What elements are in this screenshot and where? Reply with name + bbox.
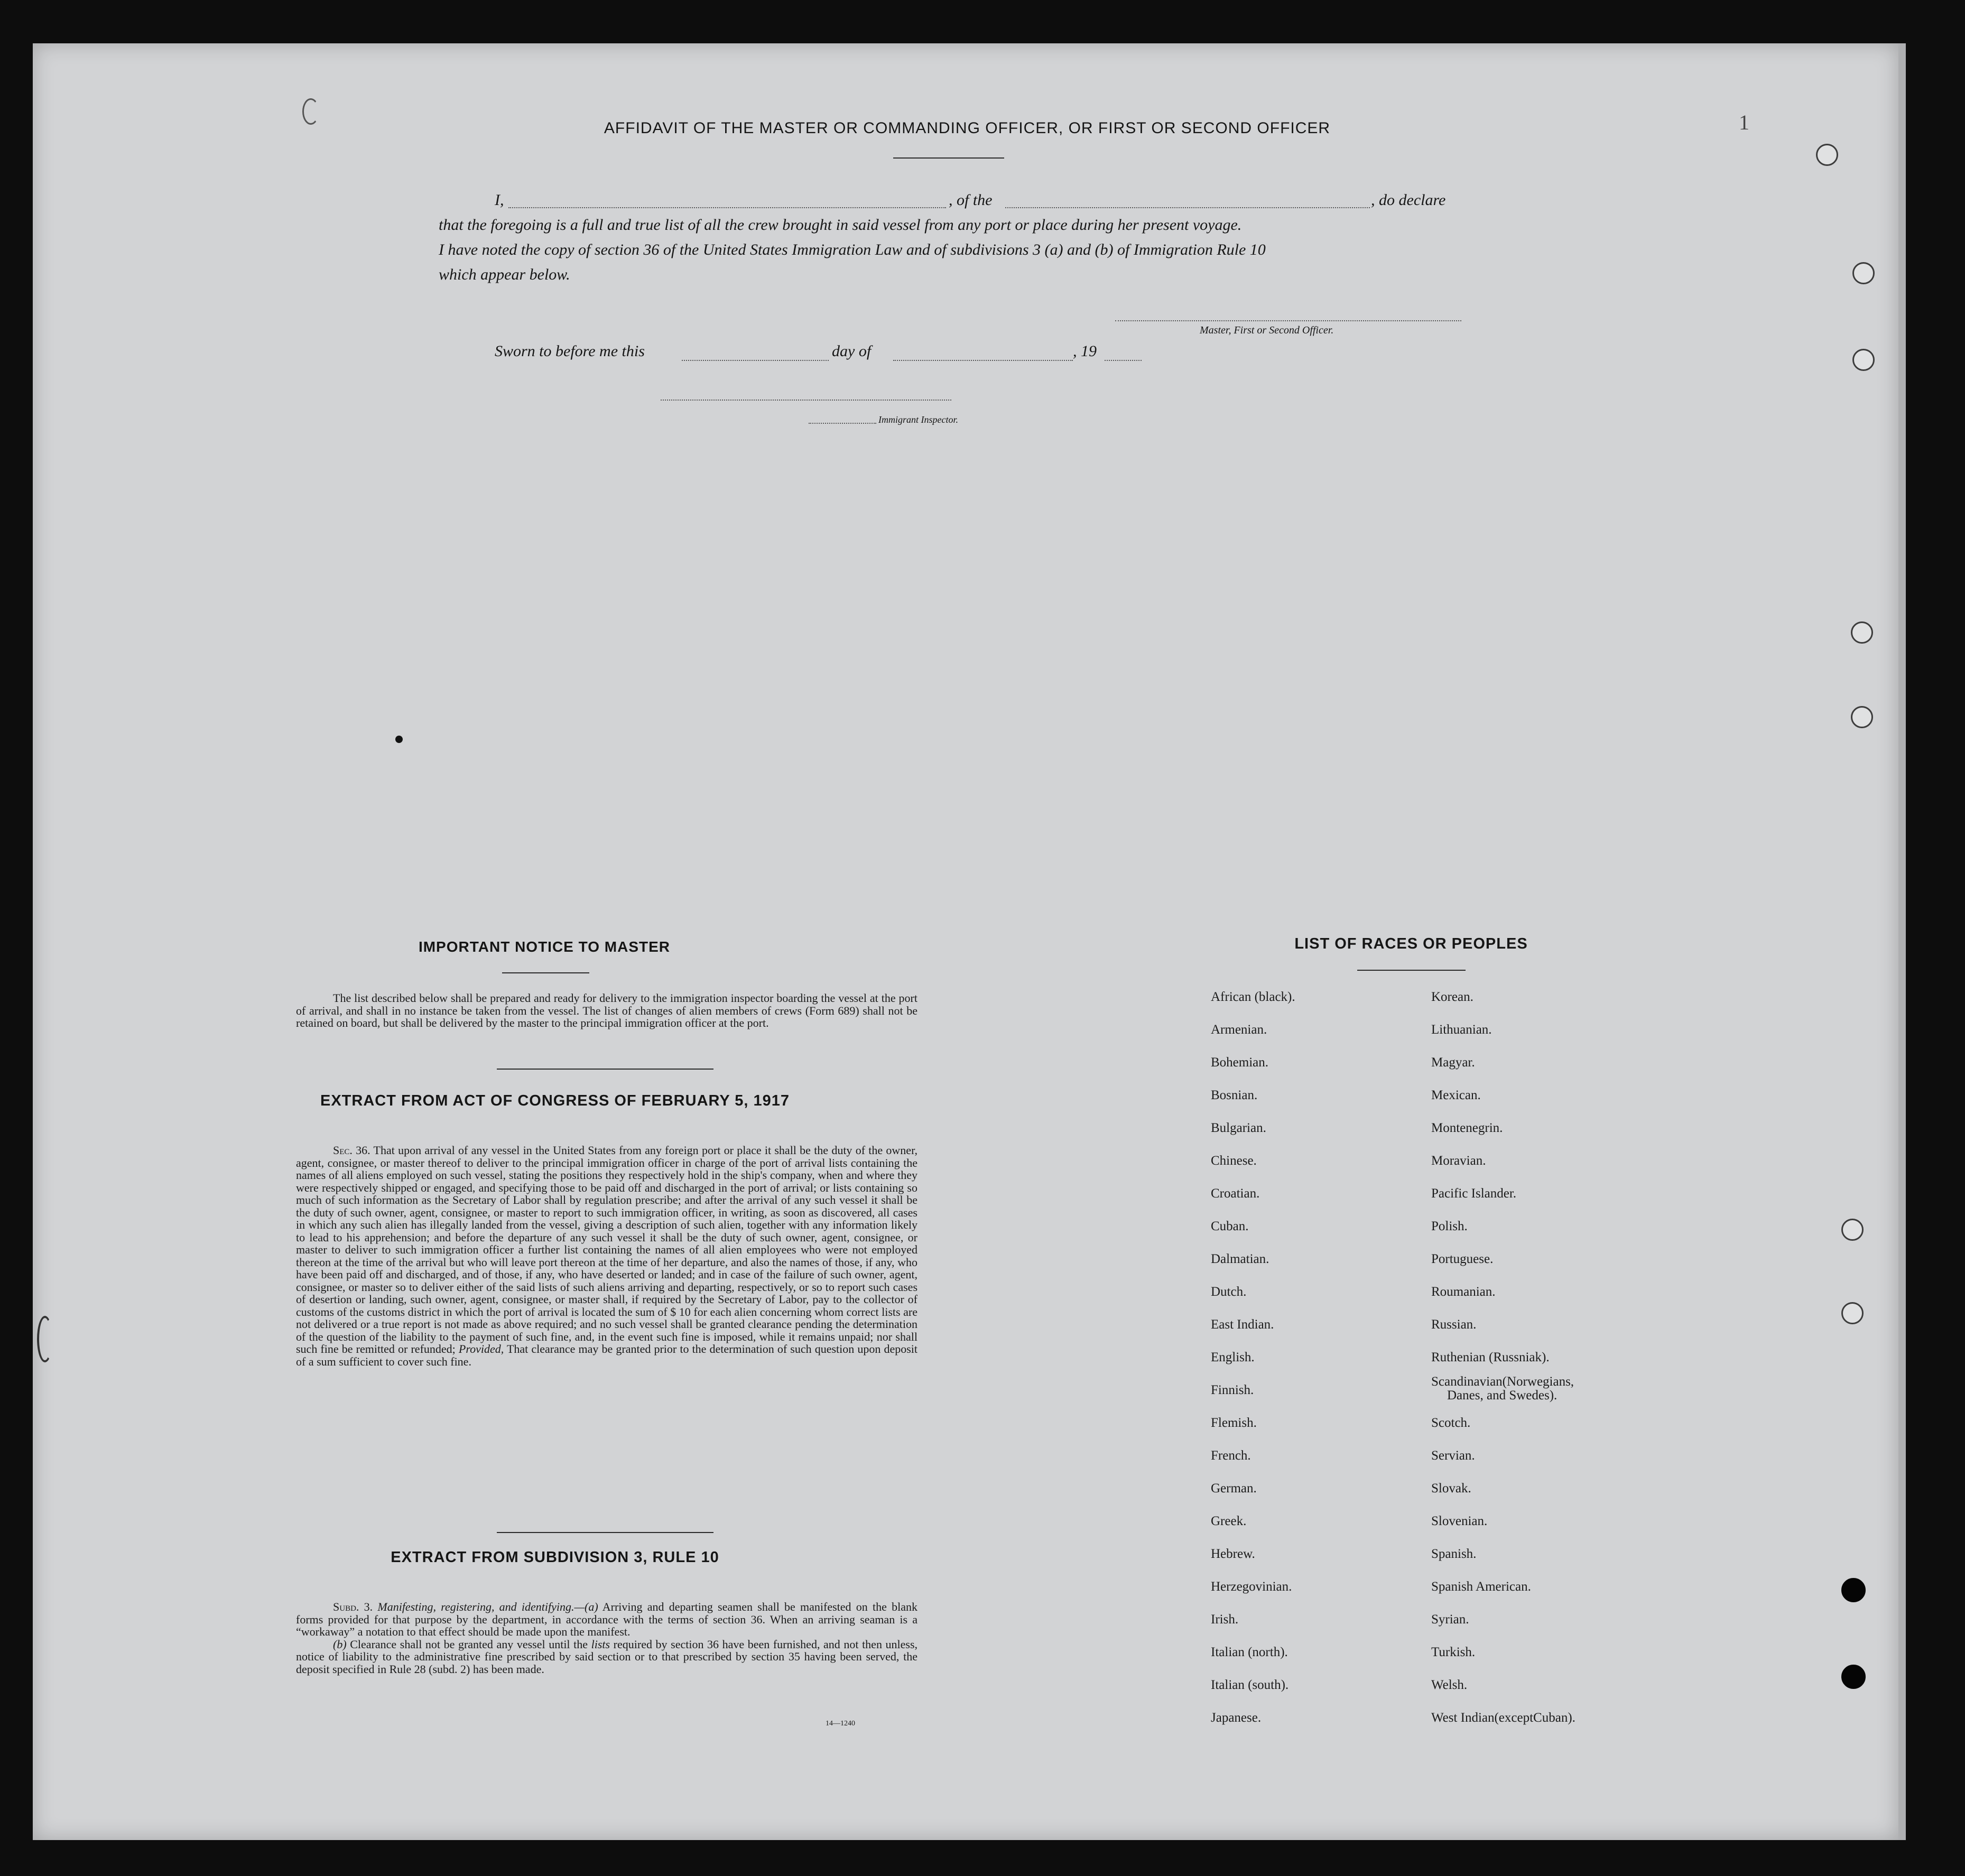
binding-hole-icon [1841, 1219, 1864, 1241]
binding-hole-icon [1841, 1578, 1866, 1602]
race-item: Chinese. [1211, 1154, 1257, 1168]
race-item: Lithuanian. [1431, 1023, 1492, 1037]
notice-paragraph: The list described below shall be prepared and ready for delivery to the immigration inspector boarding the vessel at the port of arrival, and shall in no instance be taken from the vessel. The list of changes of alien members of crews (Form 689) shall not be retained on board, but shall be delivered by the master to the principal immigration officer at the port. [296, 991, 917, 1029]
lists-word: lists [591, 1637, 610, 1651]
sworn-month-blank[interactable] [893, 360, 1073, 361]
year-label: , 19 [1073, 342, 1097, 360]
section-label: Sec. 36. [333, 1144, 370, 1157]
race-item: Dalmatian. [1211, 1252, 1269, 1266]
race-item: Spanish. [1431, 1547, 1477, 1561]
race-item: Roumanian. [1431, 1285, 1496, 1299]
b-label: (b) [333, 1637, 347, 1651]
race-item: Dutch. [1211, 1285, 1247, 1299]
binding-hole-icon [1841, 1665, 1866, 1689]
handwritten-mark: 1 [1739, 110, 1749, 134]
signature-caption: Master, First or Second Officer. [1200, 324, 1334, 336]
race-item: Slovak. [1431, 1481, 1471, 1496]
race-item: Welsh. [1431, 1678, 1468, 1692]
race-item: Greek. [1211, 1514, 1247, 1528]
day-of-label: day of [832, 342, 872, 360]
act-paragraph [296, 1144, 917, 1368]
race-item: Slovenian. [1431, 1514, 1488, 1528]
race-item: Servian. [1431, 1448, 1475, 1463]
sworn-day-blank[interactable] [682, 360, 829, 361]
race-item: Bulgarian. [1211, 1121, 1266, 1135]
provided-label: Provided, [458, 1342, 504, 1355]
affidavit-line-2: that the foregoing is a full and true list of all the crew brought in said vessel from any port or place during her present voyage. [439, 216, 1242, 234]
race-item: East Indian. [1211, 1317, 1274, 1332]
para-b-text-1: Clearance shall not be granted any vessel until the [350, 1637, 588, 1651]
binding-hole-icon [1851, 621, 1873, 644]
affidavit-title-rule [893, 157, 1004, 159]
race-item: Irish. [1211, 1612, 1239, 1627]
act-title: EXTRACT FROM ACT OF CONGRESS OF FEBRUARY 5, 1917 [320, 1092, 790, 1109]
race-item: Armenian. [1211, 1023, 1267, 1037]
race-item: Flemish. [1211, 1416, 1257, 1430]
inspector-caption-lead [809, 423, 876, 424]
rule-body [296, 1601, 917, 1675]
race-item: Polish. [1431, 1219, 1468, 1233]
subd-heading: Manifesting, registering, and identifying.—(a) [377, 1600, 598, 1613]
race-item: English. [1211, 1350, 1255, 1364]
binding-hole-icon [1852, 262, 1875, 284]
race-item: Italian (north). [1211, 1645, 1288, 1659]
ink-dot [395, 736, 403, 743]
form-number: 14—1240 [826, 1720, 855, 1728]
binding-hole-icon [1816, 144, 1838, 166]
sworn-year-blank[interactable] [1105, 360, 1142, 361]
do-declare-label: , do declare [1371, 191, 1446, 209]
race-item: German. [1211, 1481, 1257, 1496]
race-item: African (black). [1211, 990, 1295, 1004]
inspector-signature-line[interactable] [661, 400, 951, 401]
sheet-edge [1898, 43, 1906, 1840]
race-item: Herzegovinian. [1211, 1580, 1292, 1594]
race-item: Pacific Islander. [1431, 1186, 1517, 1201]
race-item: Moravian. [1431, 1154, 1486, 1168]
races-title: LIST OF RACES OR PEOPLES [1294, 935, 1528, 952]
notice-body [296, 992, 917, 1029]
officer-signature-line[interactable] [1115, 320, 1461, 321]
pencil-mark [302, 98, 319, 125]
para-b-text-2: required by section 36 have been furnished, and not then unless, notice of liability to the administrative fine prescribed by said section or to that prescribed by section 35 having been served, the deposit specified in Rule 28 (subd. 2) has been made. [296, 1637, 918, 1676]
binding-hole-icon [1851, 706, 1873, 728]
race-item: Scandinavian(Norwegians, [1431, 1375, 1574, 1389]
act-text-end: That clearance may be granted prior to the determination of such question upon deposit of a sum sufficient to cover such fine. [296, 1342, 918, 1368]
left-edge-mark [37, 1316, 53, 1362]
rule-title: EXTRACT FROM SUBDIVISION 3, RULE 10 [391, 1549, 719, 1566]
race-item: Portuguese. [1431, 1252, 1494, 1266]
race-item: French. [1211, 1448, 1251, 1463]
binding-hole-icon [1852, 349, 1875, 371]
act-divider [497, 1532, 713, 1533]
race-item: Croatian. [1211, 1186, 1260, 1201]
of-the-label: , of the [949, 191, 993, 209]
vessel-blank[interactable] [1005, 207, 1370, 208]
race-item: Korean. [1431, 990, 1473, 1004]
race-item: Cuban. [1211, 1219, 1249, 1233]
races-title-rule [1357, 970, 1466, 971]
race-item: Mexican. [1431, 1088, 1481, 1102]
race-item: Danes, and Swedes). [1447, 1388, 1558, 1403]
race-item: Russian. [1431, 1317, 1477, 1332]
race-item: Hebrew. [1211, 1547, 1255, 1561]
affidavit-line-3: I have noted the copy of section 36 of the United States Immigration Law and of subdivisions 3 (a) and (b) of Immigration Rule 10 [439, 241, 1266, 258]
race-item: Magyar. [1431, 1055, 1475, 1070]
race-item: Bohemian. [1211, 1055, 1269, 1070]
notice-title: IMPORTANT NOTICE TO MASTER [418, 939, 671, 955]
affidavit-line-4: which appear below. [439, 266, 570, 283]
binding-hole-icon [1841, 1302, 1864, 1324]
notice-title-rule [502, 972, 589, 973]
act-text: That upon arrival of any vessel in the United States from any foreign port or place it shall be the duty of the owner, agent, consignee, or master thereof to deliver to the principal immigration officer in charge of the port of arrival lists containing the names of all aliens employed on such vessel, stating the positions they respectively hold in the ship's company, when and where they were respectively shipped or engaged, and specifying those to be paid off and discharged in the port of arrival; or lists containing so much of such information as the Secretary of Labor shall by regulation prescribe; and after the arrival of any such vessel it shall be the duty of such owner, agent, consignee, or master to report to such immigration officer, in writing, as soon as discovered, all cases in which any such alien has illegally landed from the vessel, giving a description of such alien, together with any information likely to lead to his apprehension; and before the departure of any such vessel it shall be the duty of such owner, agent, consignee, or master to deliver to such immigration officer a further list containing the names of all alien employees who were not employed thereon at the time of the arrival but who will leave port thereon at the time of her departure, and also the names of those, if any, who have been paid off and discharged, and of those, if any, who have deserted or landed; and in case of the failure of such owner, agent, consignee, or master so to deliver either of the said lists of such aliens arriving and departing, respectively, or so to report such cases of desertion or landing, such owner, agent, consignee, or master shall, if required by the Secretary of Labor, pay to the collector of customs of the customs district in which the port of arrival is located the sum of $ 10 for each alien concerning whom correct lists are not delivered or a true report is not made as above required; and no such vessel shall be granted clearance pending the determination of the question of the liability to the payment of such fine, and, in the event such fine is imposed, while it remains unpaid; nor shall such fine be remitted or refunded; [296, 1144, 918, 1355]
race-item: Syrian. [1431, 1612, 1469, 1627]
race-item: Turkish. [1431, 1645, 1476, 1659]
notice-divider [497, 1069, 713, 1070]
rule-paragraph-a [296, 1601, 917, 1638]
race-item: Japanese. [1211, 1711, 1262, 1725]
affidavit-i-label: I, [495, 191, 504, 209]
name-blank[interactable] [508, 207, 946, 208]
document-sheet [33, 43, 1898, 1840]
para-a-text: Arriving and departing seamen shall be manifested on the blank forms provided for that purpose by the department, in accordance with the terms of section 36. When an arriving seaman is a “workaway” a notation to that effect should be made upon the manifest. [296, 1600, 918, 1638]
subd-label: Subd. 3. [333, 1600, 373, 1613]
race-item: Finnish. [1211, 1383, 1254, 1397]
act-body [296, 1144, 917, 1368]
affidavit-title: AFFIDAVIT OF THE MASTER OR COMMANDING OFFICER, OR FIRST OR SECOND OFFICER [604, 119, 1331, 137]
race-item: Spanish American. [1431, 1580, 1531, 1594]
race-item: Montenegrin. [1431, 1121, 1503, 1135]
inspector-caption: Immigrant Inspector. [878, 414, 958, 425]
race-item: Italian (south). [1211, 1678, 1289, 1692]
race-item: Ruthenian (Russniak). [1431, 1350, 1550, 1364]
rule-paragraph-b [296, 1638, 917, 1676]
race-item: West Indian(exceptCuban). [1431, 1711, 1575, 1725]
sworn-label: Sworn to before me this [495, 342, 645, 360]
race-item: Scotch. [1431, 1416, 1471, 1430]
race-item: Bosnian. [1211, 1088, 1258, 1102]
